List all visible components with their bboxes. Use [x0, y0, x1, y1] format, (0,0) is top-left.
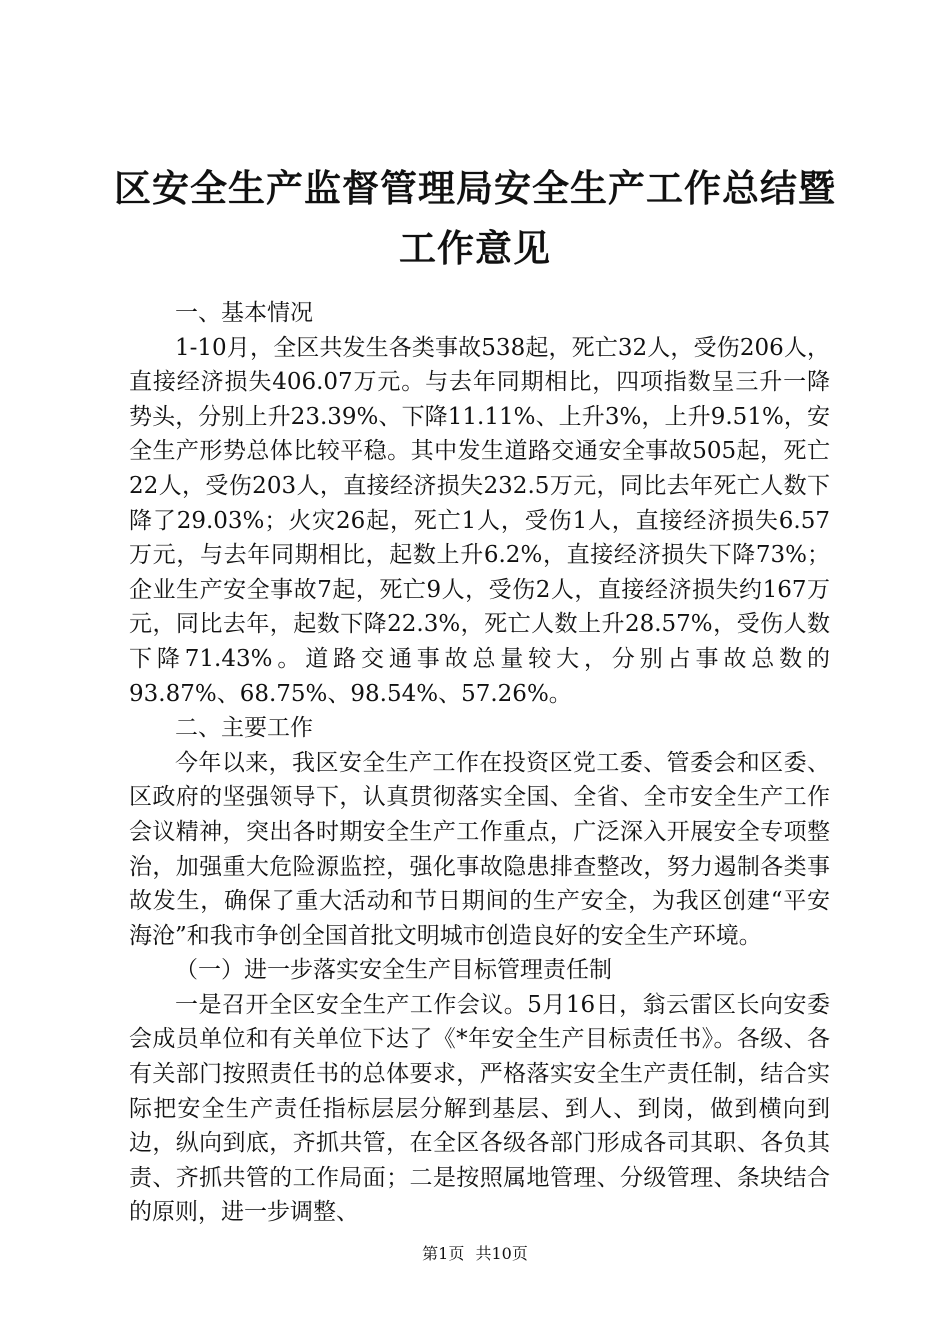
page-total: 共10页 — [475, 1244, 528, 1263]
paragraph-responsibility-details: 一是召开全区安全生产工作会议。5月16日，翁云雷区长向安委会成员单位和有关单位下达了《*年安全生产目标责任书》。各级、各有关部门按照责任书的总体要求，严格落实安全生产责任制，结合实际把安全生产责任指标层层分解到基层、到人、到岗，做到横向到边，纵向到底，齐抓共管，在全区各级各部门形成各司其职、各负其责、齐抓共管的工作局面；二是按照属地管理、分级管理、条块结合的原则，进一步调整、 — [129, 991, 830, 1226]
subsection-heading-responsibility: （一）进一步落实安全生产目标管理责任制 — [175, 957, 612, 984]
document-body — [129, 296, 830, 1230]
paragraph-accident-statistics: 1-10月，全区共发生各类事故538起，死亡32人，受伤206人，直接经济损失406.07万元。与去年同期相比，四项指数呈三升一降势头，分别上升23.39%、下降11.11%、上升3%，上升9.51%，安全生产形势总体比较平稳。其中发生道路交通安全事故505起，死亡22人，受伤203人，直接经济损失232.5万元，同比去年死亡人数下降了29.03%；火灾26起，死亡1人，受伤1人，直接经济损失6.57万元，与去年同期相比，起数上升6.2%，直接经济损失下降73%；企业生产安全事故7起，死亡9人，受伤2人，直接经济损失约167万元，同比去年，起数下降22.3%，死亡人数上升28.57%，受伤人数下降71.43%。道路交通事故总量较大，分别占事故总数的93.87%、68.75%、98.54%、57.26%。 — [129, 334, 830, 707]
page-number: 第1页 — [422, 1244, 465, 1263]
document-title: 区安全生产监督管理局安全生产工作总结暨工作意见 — [114, 166, 836, 270]
section-heading-basic-situation: 一、基本情况 — [175, 300, 313, 326]
paragraph-main-work-overview: 今年以来，我区安全生产工作在投资区党工委、管委会和区委、区政府的坚强领导下，认真贯彻落实全国、全省、全市安全生产工作会议精神，突出各时期安全生产工作重点，广泛深入开展安全专项整治，加强重大危险源监控，强化事故隐患排查整改，努力遏制各类事故发生，确保了重大活动和节日期间的生产安全，为我区创建“平安海沧”和我市争创全国首批文明城市创造良好的安全生产环境。 — [129, 749, 830, 949]
page-footer — [0, 1244, 950, 1264]
section-heading-main-work: 二、主要工作 — [175, 715, 313, 742]
